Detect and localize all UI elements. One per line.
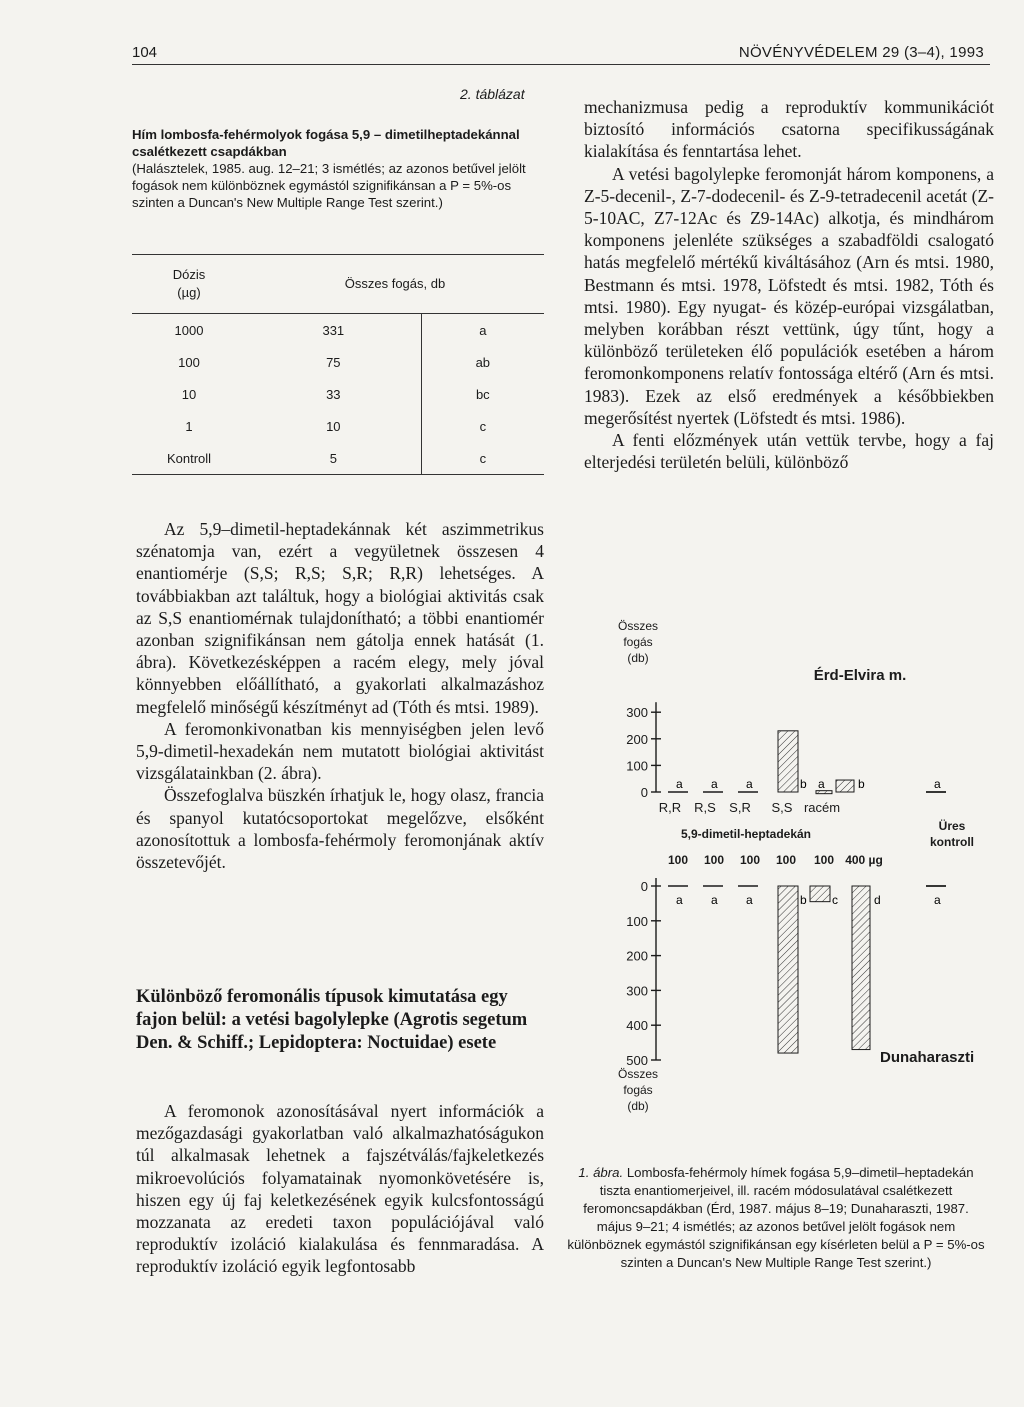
dose-header-unit: (µg)	[177, 285, 201, 300]
page-number: 104	[132, 44, 158, 61]
paragraph: mechanizmusa pedig a reproduktív kommunikációt biztosító információs csatorna specifikusságának kialakítása és fenntartása lehet.	[584, 97, 994, 162]
bar-top-racém	[816, 791, 832, 794]
dose-header	[132, 255, 246, 314]
table-cell-dose: 1	[185, 418, 193, 434]
y-tick-label: 300	[626, 705, 648, 721]
y-tick-label: 0	[640, 879, 648, 894]
dose-label: 100	[739, 853, 761, 867]
y-tick-label: 200	[626, 948, 648, 964]
table-cell-dose: 1000	[174, 322, 204, 338]
sig-letter-top-extra: b	[858, 777, 865, 791]
table-cell-catch: 33	[326, 386, 341, 402]
treatment-label: R,R	[658, 800, 682, 815]
treatment-label: R,S	[694, 800, 716, 815]
paragraph: Az 5,9–dimetil-heptadekánnak két aszimmetrikus szénatomja van, ezért a vegyületnek összesen 4 enantiomérje (S,S; R,S; S,R; R,R) lehetséges. A továbbiakban azt találtuk, hogy a biológiai aktivitás csak az S,S enantiomérnak tulajdonítható; a többi enantiomér azonban szignifikánsan nem gátolja ennek hatását (1. ábra). Következésképpen a racém elegy, mely jóval könnyebben előállítható, a gyakorlati alkalmazáshoz megfelelő minőségű készítményt ad (Tóth és mtsi. 1989).	[136, 519, 544, 717]
right-body-text	[584, 96, 994, 473]
table-cell-dose: Kontroll	[132, 442, 246, 475]
y-tick-label: 0	[640, 785, 648, 800]
y-tick-label: 100	[626, 758, 648, 774]
bar-top-S,S	[778, 731, 798, 792]
section-title: Különböző feromonális típusok kimutatása egy fajon belül: a vetési bagolylepke (Agrotis segetum Den. & Schiff.; Lepidoptera: Noctuidae) esete	[136, 987, 528, 1053]
paragraph: A vetési bagolylepke feromonját három komponens, a Z-5-decenil-, Z-7-dodecenil- és Z-9-tetradecenil acetát (Z-5-10AC, Z7-12Ac és Z9-14Ac) alkotja, és mindhárom komponens jelenléte szükséges a szabadföldi csalogató hatás megfelelő mértékű kiváltásához (Arn és mtsi. 1980, Bestmann és mtsi. 1978, Löfstedt és mtsi. 1982, Tóth és mtsi. 1980). Egy nyugat- és közép-európai vizsgálatban, melyben korábban részt vettünk, úgy tűnt, hogy a különböző területeken élő populációk esetében a három feromonkomponens relatív fontossága eltérő (Arn és mtsi. 1983). Ezek az első eredmények a későbbiekben megerősítést nyertek (Löfstedt és mtsi. 1986).	[584, 163, 994, 428]
table-cell-letter: a	[421, 314, 544, 347]
y-axis-label: Összes	[617, 1067, 659, 1081]
table-row	[132, 346, 544, 378]
table-row	[132, 378, 544, 410]
table-row	[132, 442, 544, 475]
catch-header: Összes fogás, db	[246, 255, 544, 314]
dose-header-label: Dózis	[172, 267, 206, 282]
dose-label: 100	[775, 853, 797, 867]
sig-letter-bottom: c	[832, 893, 838, 907]
table-caption-notes: (Halásztelek, 1985. aug. 12–21; 3 ismétlés; az azonos betűvel jelölt fogások nem különböznek egymástól szignifikánsan a P = 5%-os szinten a Duncan's New Multiple Range Test szerint.)	[132, 161, 526, 210]
figure-caption-text: Lombosfa-fehérmoly hímek fogása 5,9–dimetil–heptadekán tiszta enantiomerjeivel, ill. racém módosulatával csalétkezett feromoncsapdákban (Érd, 1987. május 8–19; Dunaharaszti, 1987. május 9–21; 4 ismétlés; az azonos betűvel jelölt fogások nem különböznek egymástól szignifikánsan egy kísérleten belül a P = 5%-os szinten a Duncan's New Multiple Range Test szerint.)	[567, 1165, 985, 1270]
y-axis-label: (db)	[627, 1099, 649, 1113]
y-tick-label: 100	[626, 913, 648, 929]
y-tick-label: 500	[626, 1053, 648, 1068]
figure-1-chart	[560, 612, 1000, 1152]
y-tick-label: 300	[626, 983, 648, 999]
y-axis-label: (db)	[627, 651, 649, 665]
compound-label: 5,9-dimetil-heptadekán	[680, 827, 812, 841]
paragraph: A feromonkivonatban kis mennyiségben jelen levő 5,9-dimetil-hexadekán nem mutatott biológiai aktivitást vizsgálatainkban (2. ábra).	[136, 718, 544, 784]
bar-bottom-racém	[810, 886, 830, 902]
control-label: kontroll	[930, 835, 974, 849]
figure-caption	[566, 1164, 986, 1272]
table-cell-catch: 75	[326, 354, 341, 370]
figure-caption-title: 1. ábra.	[578, 1165, 624, 1180]
site-label-bottom: Dunaharaszti	[880, 1049, 975, 1066]
dose-label: 400 µg	[845, 853, 883, 867]
sig-letter-top: a	[934, 777, 941, 791]
paragraph: A fenti előzmények után vettük tervbe, hogy a faj elterjedési területén belüli, különböző	[584, 430, 994, 473]
y-axis-label: fogás	[623, 1083, 653, 1097]
table-cell-letter: bc	[421, 378, 544, 410]
sig-letter-top: a	[818, 777, 825, 791]
table-caption-title: Hím lombosfa-fehérmolyok fogása 5,9 – dimetilheptadekánnal csalétkezett csapdákban	[132, 127, 520, 159]
results-table	[132, 254, 544, 475]
y-tick-label: 400	[626, 1018, 648, 1034]
control-label: Üres	[938, 819, 966, 833]
sig-letter-top: a	[711, 777, 718, 791]
sig-letter-top: b	[800, 777, 807, 791]
treatment-label: S,R	[729, 800, 751, 815]
paragraph: Összefoglalva büszkén írhatjuk le, hogy olasz, francia és spanyol kutatócsoportokat megelőzve, elsőként azonosítottuk a lombosfa-fehérmoly feromonjának aktív összetevőjét.	[136, 785, 544, 873]
table-cell-letter: c	[421, 442, 544, 475]
y-tick-label: 200	[626, 731, 648, 747]
table-row	[132, 314, 544, 347]
table-row	[132, 410, 544, 442]
y-axis-label: fogás	[623, 635, 653, 649]
table-cell-dose: 100	[178, 354, 200, 370]
table-cell-catch: 10	[326, 418, 341, 434]
sig-letter-bottom: a	[676, 893, 683, 907]
table-number: 2. táblázat	[460, 86, 525, 102]
table-caption	[132, 126, 552, 211]
left-body-text	[136, 518, 544, 873]
sig-letter-bottom: b	[800, 893, 807, 907]
left-body-text-2	[136, 1100, 544, 1278]
paragraph: A feromonok azonosításával nyert információk a mezőgazdasági gyakorlatban való alkalmazhatóságukon túl alkalmasak lehetnek a fajszétválás/fajkeletkezés mikroevolúciós folyamatainak nyomonkövetésére is, hiszen egy új faj keletkezésének egyik kulcsfontosságú mozzanata az eredeti taxon populációjával való reproduktív izoláció kialakulása és fennmaradása. A reproduktív izoláció egyik legfontosabb	[136, 1101, 544, 1277]
header-rule	[132, 64, 990, 65]
bar-top-extra	[836, 780, 854, 792]
y-axis-label: Összes	[617, 619, 659, 633]
table-cell-dose: 10	[181, 386, 197, 402]
table-cell-catch: 331	[322, 322, 345, 338]
treatment-label: racém	[803, 800, 841, 815]
treatment-label: S,S	[771, 800, 793, 815]
sig-letter-bottom: a	[934, 893, 941, 907]
dose-label: 100	[813, 853, 835, 867]
site-label-top: Érd-Elvira m.	[813, 667, 907, 684]
dose-label: 100	[703, 853, 725, 867]
table-cell-letter: c	[421, 410, 544, 442]
bar-bottom-S,S	[778, 886, 798, 1053]
sig-letter-bottom: a	[711, 893, 718, 907]
table-cell-letter: ab	[421, 346, 544, 378]
dose-label: 100	[667, 853, 689, 867]
sig-letter-top: a	[746, 777, 753, 791]
sig-letter-top: a	[676, 777, 683, 791]
journal-header: NÖVÉNYVÉDELEM 29 (3–4), 1993	[738, 44, 984, 61]
sig-letter-bottom-extra: d	[874, 893, 881, 907]
sig-letter-bottom: a	[746, 893, 753, 907]
bar-bottom-extra	[852, 886, 870, 1050]
table-cell-catch: 5	[246, 442, 421, 475]
